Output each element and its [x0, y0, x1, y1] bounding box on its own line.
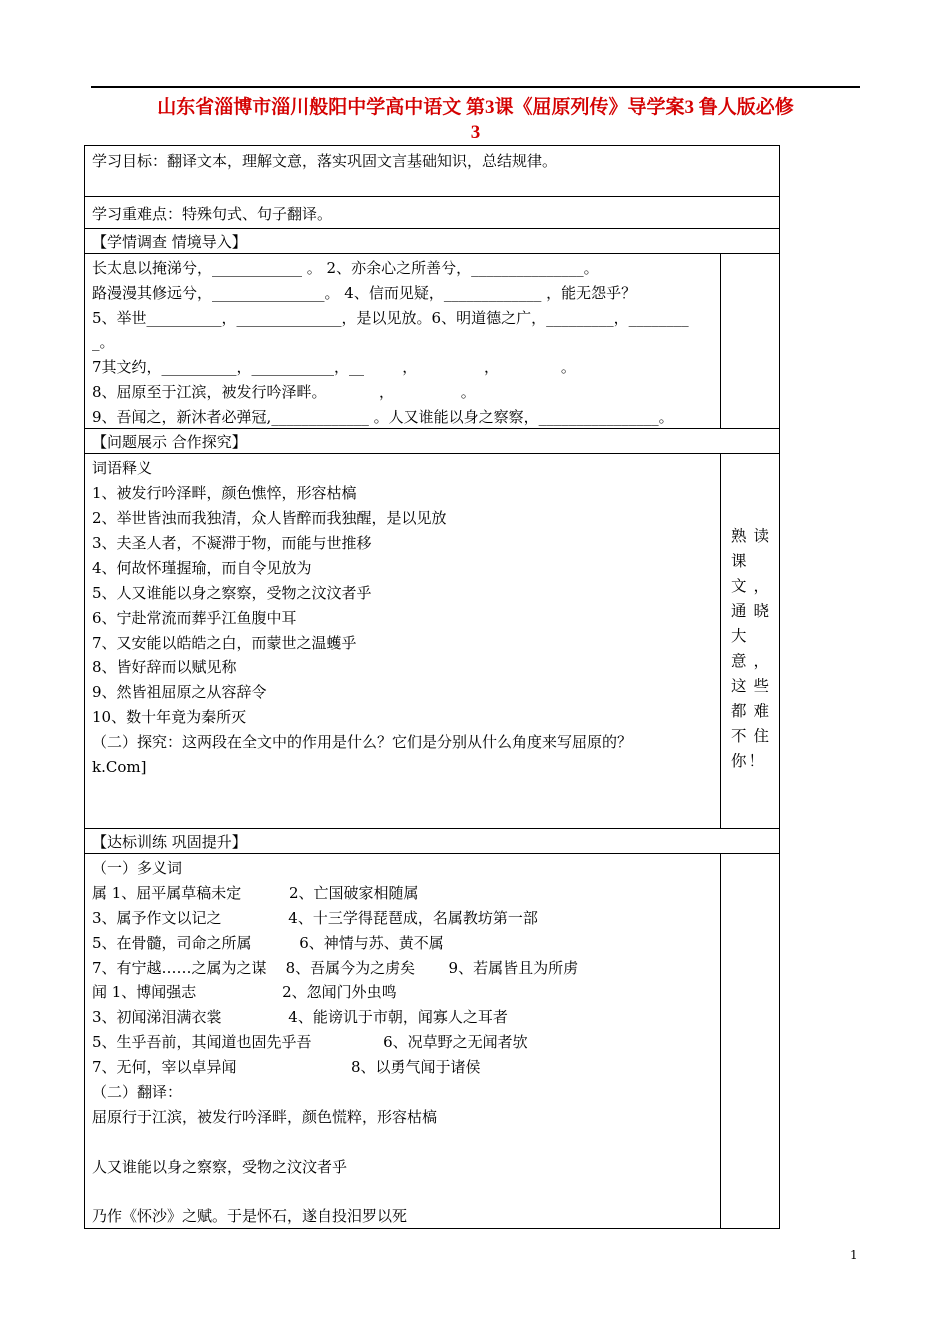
section3-header-cell [84, 828, 780, 854]
polysemy-heading: （一）多义词 [92, 859, 183, 877]
section3-side-cell [720, 853, 780, 1229]
title-line-1: 山东省淄博市淄川般阳中学高中语文 第3课《屈原列传》导学案3 鲁人版必修 [157, 97, 794, 118]
vocab-heading: 词语释义 [92, 459, 153, 477]
section1-header-cell [84, 228, 780, 254]
page-number: 1 [850, 1248, 858, 1262]
side-note: 熟读课文，通晓大意，这些都难不住你！ [731, 527, 771, 770]
polysemy-item: 7、有宁越……之属为之谋 8、吾属今为之虏矣 9、若属皆且为所虏 [92, 959, 579, 977]
section3-header: 【达标训练 巩固提升】 [92, 833, 247, 851]
polysemy-item: 属 1、屈平属草稿未定 2、亡国破家相随属 [92, 884, 419, 902]
vocab-item: 1、被发行吟泽畔，颜色憔悴，形容枯槁 [92, 484, 357, 502]
fill-blank-line: _。 [92, 333, 115, 351]
section1-side-cell [720, 253, 780, 429]
vocab-item: 7、又安能以皓皓之白，而蒙世之温蠖乎 [92, 634, 357, 652]
polysemy-item: 闻 1、博闻强志 2、忽闻门外虫鸣 [92, 983, 397, 1001]
difficulty-cell [84, 196, 780, 229]
fill-blank-line: 8、屈原至于江滨，被发行吟泽畔。 ， 。 [92, 383, 476, 401]
document-title [85, 95, 866, 145]
learning-goal-cell [84, 145, 780, 197]
translation-item: 屈原行于江滨，被发行吟泽畔，颜色慌粹，形容枯槁 [92, 1108, 438, 1126]
vocab-item: 9、然皆祖屈原之从容辞令 [92, 683, 267, 701]
fill-blank-line: 7其文约，__________，___________，__ ， ， 。 [92, 358, 576, 376]
vocab-item: 4、何故怀瑾握瑜，而自令见放为 [92, 559, 312, 577]
section2-header: 【问题展示 合作探究】 [92, 433, 247, 451]
difficulty-text: 学习重难点：特殊句式、句子翻译。 [92, 205, 333, 223]
vocab-item: 3、夫圣人者，不凝滞于物，而能与世推移 [92, 534, 372, 552]
polysemy-item: 5、生乎吾前，其闻道也固先乎吾 6、况草野之无闻者欤 [92, 1033, 528, 1051]
vocab-item: 6、宁赴常流而葬乎江鱼腹中耳 [92, 609, 297, 627]
vocab-item: 10、数十年竟为秦所灭 [92, 708, 247, 726]
section1-content [84, 253, 721, 429]
fill-blank-line: 5、举世__________，______________，是以见放。6、明道德之广，_________，________ [92, 309, 689, 327]
title-line-2: 3 [470, 122, 481, 143]
polysemy-item: 3、初闻涕泪满衣裳 4、能谤讥于市朝，闻寡人之耳者 [92, 1008, 508, 1026]
translation-heading: （二）翻译： [92, 1083, 183, 1101]
translation-item: 人又谁能以身之察察，受物之汶汶者乎 [92, 1158, 348, 1176]
polysemy-item: 5、在骨髓，司命之所属 6、神情与苏、黄不属 [92, 934, 444, 952]
header-rule [91, 86, 860, 88]
section1-header: 【学情调查 情境导入】 [92, 233, 247, 251]
explore-question: （二）探究：这两段在全文中的作用是什么？它们是分别从什么角度来写屈原的？ [92, 733, 633, 751]
vocab-item: 8、皆好辞而以赋见称 [92, 658, 237, 676]
translation-item: 乃作《怀沙》之赋。于是怀石，遂自投汨罗以死 [92, 1207, 408, 1225]
vocab-item: 5、人又谁能以身之察察，受物之汶汶者乎 [92, 584, 372, 602]
section2-header-cell [84, 428, 780, 454]
study-guide-table [84, 145, 780, 1229]
fill-blank-line: 路漫漫其修远兮，_______________。 4、信而见疑，_____________ ，能无怨乎？ [92, 284, 637, 302]
fill-blank-line: 9、吾闻之，新沐者必弹冠,_____________ 。人又谁能以身之察察，________________。 [92, 408, 674, 426]
vocab-item: 2、举世皆浊而我独清，众人皆醉而我独醒，是以见放 [92, 509, 447, 527]
polysemy-item: 7、无何，宰以卓异闻 8、以勇气闻于诸侯 [92, 1058, 481, 1076]
section2-content [84, 453, 721, 829]
section2-side-cell [720, 453, 780, 829]
fill-blank-line: 长太息以掩涕兮，____________ 。 2、亦余心之所善兮，_______________。 [92, 259, 599, 277]
polysemy-item: 3、属予作文以记之 4、十三学得琵琶成，名属教坊第一部 [92, 909, 538, 927]
stray-text: k.Com] [92, 758, 147, 776]
section3-content [84, 853, 721, 1229]
learning-goal-text: 学习目标：翻译文本，理解文意，落实巩固文言基础知识，总结规律。 [92, 152, 558, 170]
